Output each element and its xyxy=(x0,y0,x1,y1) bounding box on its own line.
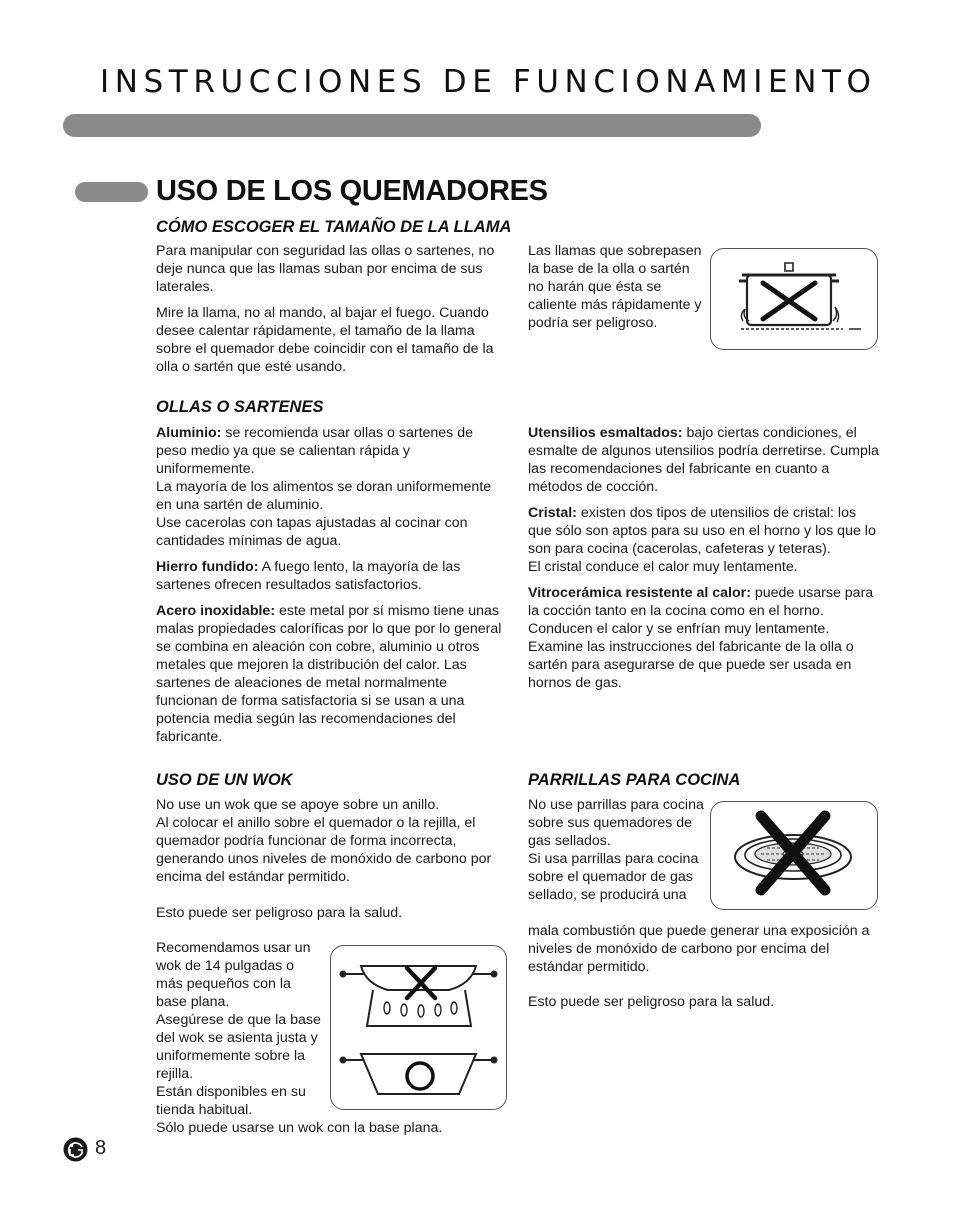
pans-left-column xyxy=(156,424,506,754)
wok-illustration xyxy=(330,945,507,1110)
grill-line-2: Si usa parrillas para cocina sobre el quemador de gas sellado, se producirá una xyxy=(528,851,699,903)
header-divider-bar xyxy=(63,114,761,137)
aluminio-paragraph xyxy=(156,424,506,550)
grill-warning: Esto puede ser peligroso para la salud. xyxy=(528,994,775,1010)
wok-line-1: No use un wok que se apoye sobre un anillo. xyxy=(156,797,440,813)
pans-heading: OLLAS O SARTENES xyxy=(156,398,324,416)
esmaltados-label: Utensilios esmaltados: xyxy=(528,425,683,441)
grill-pan-crossed-icon xyxy=(711,802,877,909)
aluminio-line-2: La mayoría de los alimentos se doran uniformemente en una sartén de aluminio. xyxy=(156,479,492,513)
wok-heading: USO DE UN WOK xyxy=(156,771,293,789)
hierro-label: Hierro fundido: xyxy=(156,559,259,575)
acero-text: este metal por sí mismo tiene unas malas propiedades caloríficas por lo que por lo general se combina en aleación con cobre, aluminio u otros metales que mejoren la distribución del calor. Las sartenes de aleaciones de metal normalmente funcionan de forma satisfactoria si se usan a una potencia media según las recomendaciones del fabricante. xyxy=(156,603,502,745)
vitro-text: puede usarse para la cocción tanto en la cocina como en el horno. Conducen el calor y se enfrían muy lentamente. Examine las instrucciones del fabricante de la olla o sartén para asegurarse de que puede ser usada en hornos de gas. xyxy=(528,585,874,691)
cristal-line-2: El cristal conduce el calor muy lentamente. xyxy=(528,559,798,575)
cristal-label: Cristal: xyxy=(528,505,577,521)
flame-paragraph-1: Para manipular con seguridad las ollas o sartenes, no deje nunca que las llamas suban por encima de sus laterales. xyxy=(156,243,495,295)
pans-right-column xyxy=(528,424,880,700)
wok-warning: Esto puede ser peligroso para la salud. xyxy=(156,905,403,921)
flame-caption: Las llamas que sobrepasen la base de la olla o sartén no harán que ésta se caliente más rápidamente y podría ser peligroso. xyxy=(528,243,702,331)
esmaltados-text: bajo ciertas condiciones, el esmalte de algunos utensilios podría derretirse. Cumpla las recomendaciones del fabricante en cuanto a métodos de cocción. xyxy=(528,425,879,495)
wok-ring-diagram-icon xyxy=(331,946,506,1109)
acero-label: Acero inoxidable: xyxy=(156,603,276,619)
lg-logo-icon xyxy=(63,1137,88,1162)
pot-flame-illustration xyxy=(710,248,878,350)
flame-size-text xyxy=(156,242,501,384)
cristal-text: existen dos tipos de utensilios de cristal: los que sólo son aptos para su uso en el horno y los que lo son para cocina (cacerolas, cafeteras y teteras). xyxy=(528,505,876,557)
cristal-paragraph xyxy=(528,504,880,576)
vitro-label: Vitrocerámica resistente al calor: xyxy=(528,585,751,601)
hierro-paragraph xyxy=(156,558,506,594)
aluminio-label: Aluminio: xyxy=(156,425,222,441)
page-number: 8 xyxy=(95,1137,107,1159)
grill-text-narrow xyxy=(528,796,706,904)
wok-last-line: Sólo puede usarse un wok con la base plana. xyxy=(156,1120,443,1136)
flame-paragraph-2: Mire la llama, no al mando, al bajar el fuego. Cuando desee calentar rápidamente, el tamaño de la llama sobre el quemador debe coincidir con el tamaño de la olla o sartén que esté usando. xyxy=(156,305,494,375)
section-marker-pill xyxy=(75,182,148,202)
grill-heading: PARRILLAS PARA COCINA xyxy=(528,771,741,789)
wok-line-2: Al colocar el anillo sobre el quemador o la rejilla, el quemador podría funcionar de forma incorrecta, generando unos niveles de monóxido de carbono por encima del estándar permitido. xyxy=(156,815,492,885)
wok-recommendations xyxy=(156,939,322,1119)
wok-rec-1: Recomendamos usar un wok de 14 pulgadas o más pequeños con la base plana. xyxy=(156,940,311,1010)
aluminio-text: se recomienda usar ollas o sartenes de peso medio ya que se calientan rápida y uniformemente. xyxy=(156,425,473,477)
page-header-title: INSTRUCCIONES DE FUNCIONAMIENTO xyxy=(100,64,877,100)
grill-illustration xyxy=(710,801,878,910)
section-title: USO DE LOS QUEMADORES xyxy=(156,175,548,207)
wok-rec-2: Asegúrese de que la base del wok se asienta justa y uniformemente sobre la rejilla. xyxy=(156,1012,321,1082)
hierro-text: A fuego lento, la mayoría de las sartenes ofrecen resultados satisfactorios. xyxy=(156,559,461,593)
esmaltados-paragraph xyxy=(528,424,880,496)
grill-line-2b: mala combustión que puede generar una exposición a niveles de monóxido de carbono por encima del estándar permitido. xyxy=(528,923,870,975)
flame-size-heading: CÓMO ESCOGER EL TAMAÑO DE LA LLAMA xyxy=(156,218,512,236)
wok-intro xyxy=(156,796,501,886)
acero-paragraph xyxy=(156,602,506,746)
grill-line-1: No use parrillas para cocina sobre sus quemadores de gas sellados. xyxy=(528,797,704,849)
pot-flame-crossed-icon xyxy=(711,249,877,349)
vitro-paragraph xyxy=(528,584,880,692)
aluminio-line-3: Use cacerolas con tapas ajustadas al cocinar con cantidades mínimas de agua. xyxy=(156,515,468,549)
wok-rec-3: Están disponibles en su tienda habitual. xyxy=(156,1084,306,1118)
